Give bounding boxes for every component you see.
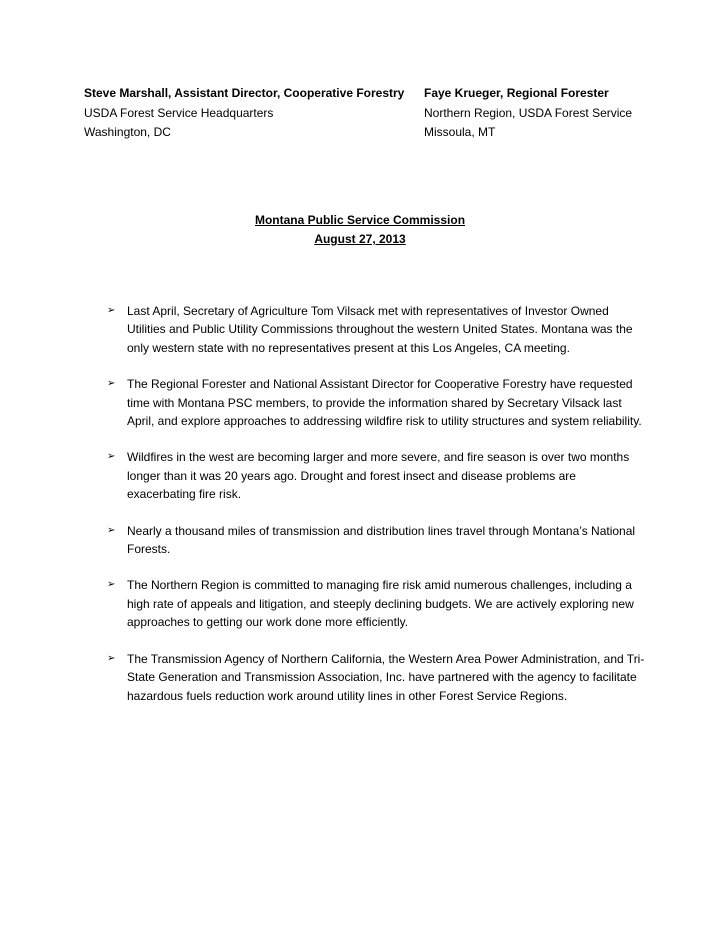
bullet-list: [107, 302, 647, 723]
arrowhead-bullet-icon: ➢: [107, 451, 116, 463]
arrowhead-bullet-icon: ➢: [107, 579, 116, 591]
bullet-text: Last April, Secretary of Agriculture Tom Vilsack met with representatives of Investor Owned Utilities and Public Utility Commissions throughout the western United States. Montana was the only western state with no representatives present at this Los Angeles, CA meeting.: [127, 304, 633, 355]
sender-name: Faye Krueger, Regional Forester: [424, 86, 609, 100]
arrowhead-bullet-icon: ➢: [107, 524, 116, 536]
sender-name: Steve Marshall, Assistant Director, Cooperative Forestry: [84, 86, 405, 100]
bullet-item: [107, 302, 647, 357]
bullet-item: [107, 650, 647, 705]
bullet-item: [107, 448, 647, 503]
bullet-text: The Regional Forester and National Assistant Director for Cooperative Forestry have requested time with Montana PSC members, to provide the information shared by Secretary Vilsack last April, and explore approaches to addressing wildfire risk to utility structures and system reliability.: [127, 377, 642, 429]
document-title: Montana Public Service Commission: [254, 213, 466, 227]
sender-organization: USDA Forest Service Headquarters: [84, 105, 274, 120]
document-date: August 27, 2013: [314, 232, 406, 246]
bullet-item: [107, 375, 647, 430]
bullet-text: The Northern Region is committed to managing fire risk amid numerous challenges, including a high rate of appeals and litigation, and steeply declining budgets. We are actively exploring new approaches to getting our work done more efficiently.: [127, 578, 634, 630]
sender-block-right: [424, 84, 632, 143]
sender-organization: Northern Region, USDA Forest Service: [424, 105, 633, 120]
sender-location: Washington, DC: [84, 125, 171, 139]
sender-location: Missoula, MT: [424, 125, 496, 139]
arrowhead-bullet-icon: ➢: [107, 378, 116, 390]
arrowhead-bullet-icon: ➢: [107, 305, 116, 316]
arrowhead-bullet-icon: ➢: [107, 652, 116, 664]
bullet-item: [107, 522, 647, 559]
bullet-item: [107, 576, 647, 631]
document-heading: [0, 211, 720, 249]
bullet-text: Wildfires in the west are becoming larger and more severe, and fire season is over two months longer than it was 20 years ago. Drought and forest insect and disease problems are exacerbating fire risk.: [127, 450, 630, 502]
bullet-text: Nearly a thousand miles of transmission and distribution lines travel through Montana’s National Forests.: [127, 523, 636, 557]
sender-block-left: [84, 84, 404, 143]
bullet-text: The Transmission Agency of Northern California, the Western Area Power Administration, and Tri-State Generation and Transmission Association, Inc. have partnered with the agency to facilitate hazardous fuels reduction work around utility lines in other Forest Service Regions.: [127, 651, 645, 703]
